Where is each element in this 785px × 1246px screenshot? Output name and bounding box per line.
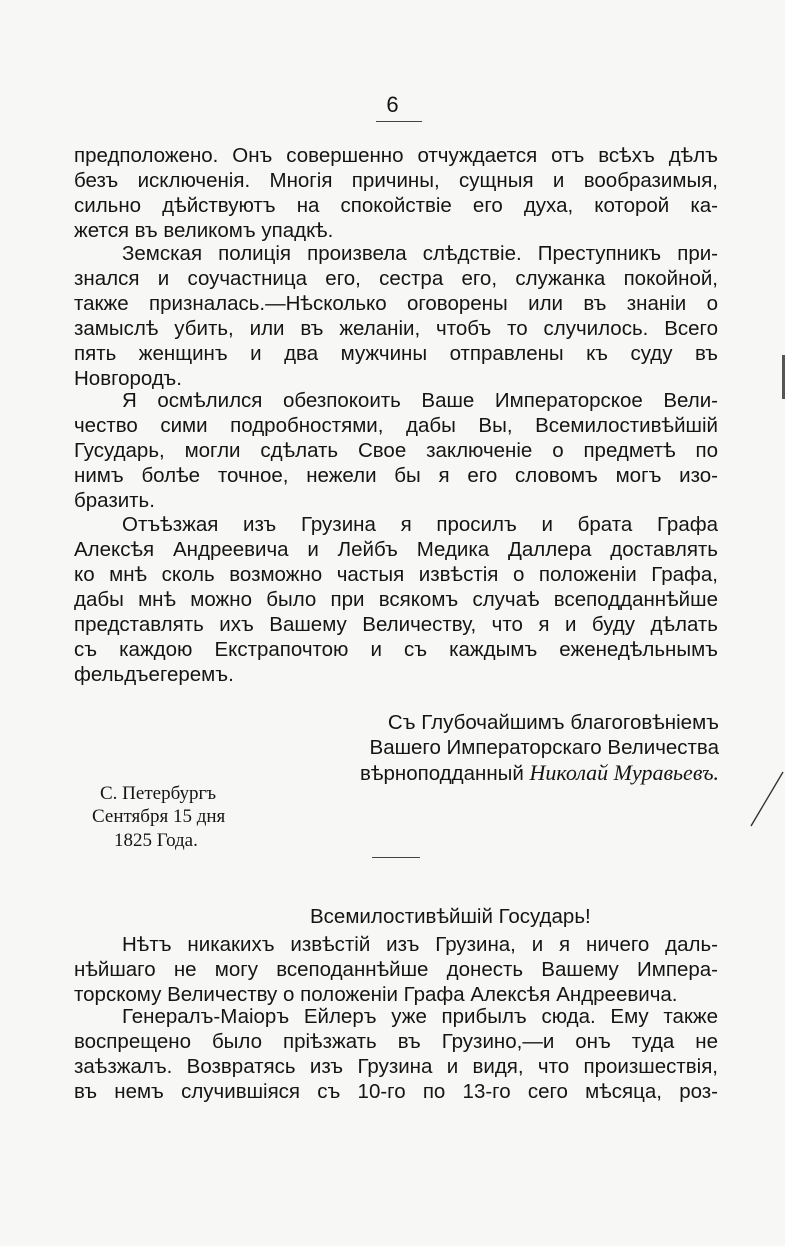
text-line: предположено. Онъ совершенно отчуждается отъ всѣхъ дѣлъ: [74, 144, 718, 167]
text-line: Я осмѣлился обезпокоить Ваше Императорское Вели-: [122, 389, 718, 412]
section-rule: [372, 857, 420, 858]
text-line: торскому Величеству о положеніи Графа Алексѣя Андреевича.: [74, 983, 678, 1006]
text-line: пять женщинъ и два мужчины отправлены къ суду въ: [74, 342, 718, 365]
text-line: нимъ болѣе точное, нежели бы я его словомъ могъ изо-: [74, 464, 718, 487]
text-line: безъ исключенія. Многія причины, сущныя и вообразимыя,: [74, 169, 718, 192]
text-line: также призналась.—Нѣсколько оговорены или въ знаніи о: [74, 292, 718, 315]
text-line: чество сими подробностями, дабы Вы, Всемилостивѣйшій: [74, 414, 718, 437]
text-line: фельдъегеремъ.: [74, 663, 234, 686]
signature-prefix: вѣрноподданный: [360, 762, 524, 785]
signature-name: Николай Муравьевъ.: [529, 760, 719, 785]
text-line: дабы мнѣ можно было при всякомъ случаѣ всеподданнѣйше: [74, 588, 718, 611]
text-line: Генералъ-Маіоръ Ейлеръ уже прибылъ сюда. Ему также: [122, 1005, 718, 1028]
signature-line: [360, 760, 719, 786]
text-line: знался и соучастница его, сестра его, служанка покойной,: [74, 267, 718, 290]
place-day: Сентября 15 дня: [92, 806, 226, 827]
text-line: заѣзжалъ. Возвратясь изъ Грузина и видя, что произшествія,: [74, 1055, 718, 1078]
place-year: 1825 Года.: [114, 830, 198, 851]
margin-stroke: [749, 770, 785, 830]
text-line: нѣйшаго не могу всеподаннѣйше донесть Вашему Импера-: [74, 958, 718, 981]
text-line: въ немъ случившіяся съ 10-го по 13-го сего мѣсяца, роз-: [74, 1080, 718, 1103]
text-line: жется въ великомъ упадкѣ.: [74, 219, 334, 242]
text-line: Новгородъ.: [74, 367, 182, 390]
page-number: 6: [386, 92, 399, 117]
salutation: Всемилостивѣйшій Государь!: [310, 905, 591, 928]
text-line: бразить.: [74, 489, 155, 512]
text-line: Земская полиція произвела слѣдствіе. Преступникъ при-: [122, 242, 718, 265]
text-line: Отъѣзжая изъ Грузина я просилъ и брата Графа: [122, 513, 718, 536]
text-line: Гусударь, могли сдѣлать Свое заключеніе о предметѣ по: [74, 439, 718, 462]
text-line: замыслѣ убить, или въ желаніи, чтобъ то случилось. Всего: [74, 317, 718, 340]
text-line: ко мнѣ сколь возможно частыя извѣстія о положеніи Графа,: [74, 563, 718, 586]
place-city: С. Петербургъ: [100, 783, 217, 804]
closing-line: Съ Глубочайшимъ благоговѣніемъ: [387, 711, 719, 734]
closing-line: Вашего Императорскаго Величества: [369, 736, 719, 759]
text-line: съ каждою Екстрапочтою и съ каждымъ еженедѣльнымъ: [74, 638, 718, 661]
text-line: Нѣтъ никакихъ извѣстій изъ Грузина, и я ничего даль-: [122, 933, 718, 956]
text-line: представлять ихъ Вашему Величеству, что я и буду дѣлать: [74, 613, 718, 636]
page-number-rule: [376, 121, 422, 122]
text-line: Алексѣя Андреевича и Лейбъ Медика Даллера доставлять: [74, 538, 718, 561]
text-line: воспрещено было пріѣзжать въ Грузино,—и онъ туда не: [74, 1030, 718, 1053]
text-line: сильно дѣйствуютъ на спокойствіе его духа, которой ка-: [74, 194, 718, 217]
